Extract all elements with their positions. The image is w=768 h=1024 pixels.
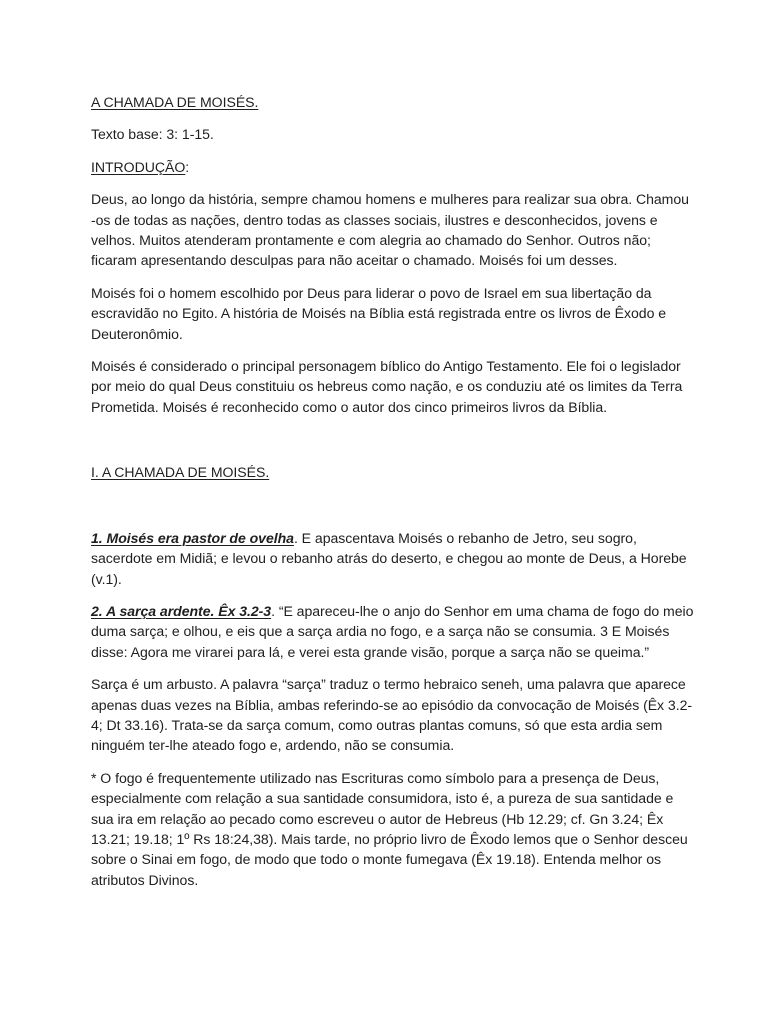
text-line: escravidão no Egito. A história de Moisés na Bíblia está registrada entre os livros de Êxodo e [91, 305, 667, 322]
document-page [91, 92, 694, 890]
text-line: -os de todas as nações, dentro todas as classes sociais, ilustres e desconhecidos, jovens e [91, 211, 658, 228]
section-heading [91, 462, 691, 482]
intro-heading-text: INTRODUÇÃO [91, 158, 186, 175]
paragraph-sarca [91, 674, 691, 756]
text-line: disse: Agora me virarei para lá, e verei esta grande visão, porque a sarça não se queima.” [91, 643, 649, 660]
intro-heading-colon: : [185, 158, 190, 175]
text-line: Prometida. Moisés é reconhecido como o autor dos cinco primeiros livros da Bíblia. [91, 398, 608, 415]
intro-paragraph [91, 189, 691, 271]
text-line: por meio do qual Deus constituiu os hebreus como nação, e os conduziu até os limites da Terra [91, 378, 683, 395]
paragraph-lideranca [91, 283, 691, 344]
document-title [91, 92, 691, 112]
text-line: especialmente com relação a sua santidade consumidora, isto é, a pureza de sua santidade e [91, 790, 674, 807]
text-line [91, 528, 691, 548]
item-text: . E apascentava Moisés o rebanho de Jetro, seu sogro, [293, 529, 637, 546]
item-label: 1. Moisés era pastor de ovelha [91, 529, 294, 546]
text-line: (v.1). [91, 570, 122, 587]
text-line: Moisés foi o homem escolhido por Deus para liderar o povo de Israel em sua libertação da [91, 284, 652, 301]
text-line: * O fogo é frequentemente utilizado nas Escrituras como símbolo para a presença de Deus, [91, 769, 660, 786]
text-line: apenas duas vezes na Bíblia, ambas referindo-se ao episódio da convocação de Moisés (Êx 3.2- [91, 696, 693, 713]
text-line: duma sarça; e olhou, e eis que a sarça ardia no fogo, e a sarça não se consumia. 3 E Moisés [91, 623, 670, 640]
paragraph-fogo [91, 768, 691, 890]
text-line: Moisés é considerado o principal personagem bíblico do Antigo Testamento. Ele foi o legislador [91, 358, 681, 375]
item-label: 2. A sarça ardente. Êx 3.2-3 [91, 602, 272, 619]
text-line: atributos Divinos. [91, 871, 199, 888]
text-line: Sarça é um arbusto. A palavra “sarça” traduz o termo hebraico seneh, uma palavra que aparece [91, 676, 686, 693]
item-pastor [91, 528, 691, 589]
text-line: ninguém ter-lhe ateado fogo e, ardendo, não se consumia. [91, 737, 455, 754]
text-line: Deus, ao longo da história, sempre chamou homens e mulheres para realizar sua obra. Chamou [91, 191, 689, 208]
text-line: velhos. Muitos atenderam prontamente e com alegria ao chamado do Senhor. Outros não; [91, 232, 651, 249]
title-text: A CHAMADA DE MOISÉS. [91, 94, 259, 110]
item-text: . “E apareceu-lhe o anjo do Senhor em uma chama de fogo do meio [271, 602, 694, 619]
text-line: sobre o Sinai em fogo, de modo que todo o monte fumegava (Êx 19.18). Entenda melhor os [91, 851, 661, 868]
item-sarca [91, 601, 694, 662]
texto-base: Texto base: 3: 1-15. [91, 126, 214, 143]
text-line: 13.21; 19.18; 1º Rs 18:24,38). Mais tarde, no próprio livro de Êxodo lemos que o Senhor desceu [91, 830, 688, 847]
intro-heading [91, 157, 691, 177]
text-line: sacerdote em Midiã; e levou o rebanho atrás do deserto, e chegou ao monte de Deus, a Horebe [91, 550, 687, 567]
text-line: 4; Dt 33.16). Trata-se da sarça comum, como outras plantas comuns, só que esta ardia sem [91, 716, 663, 733]
section-heading-text: I. A CHAMADA DE MOISÉS. [91, 464, 270, 481]
text-line [91, 601, 694, 621]
text-line: Deuteronômio. [91, 325, 183, 342]
text-line: ficaram apresentando desculpas para não aceitar o chamado. Moisés foi um desses. [91, 252, 618, 269]
text-line: sua ira em relação ao pecado como escreveu o autor de Hebreus (Hb 12.29; cf. Gn 3.24; Êx [91, 810, 664, 827]
paragraph-legislador [91, 356, 691, 417]
